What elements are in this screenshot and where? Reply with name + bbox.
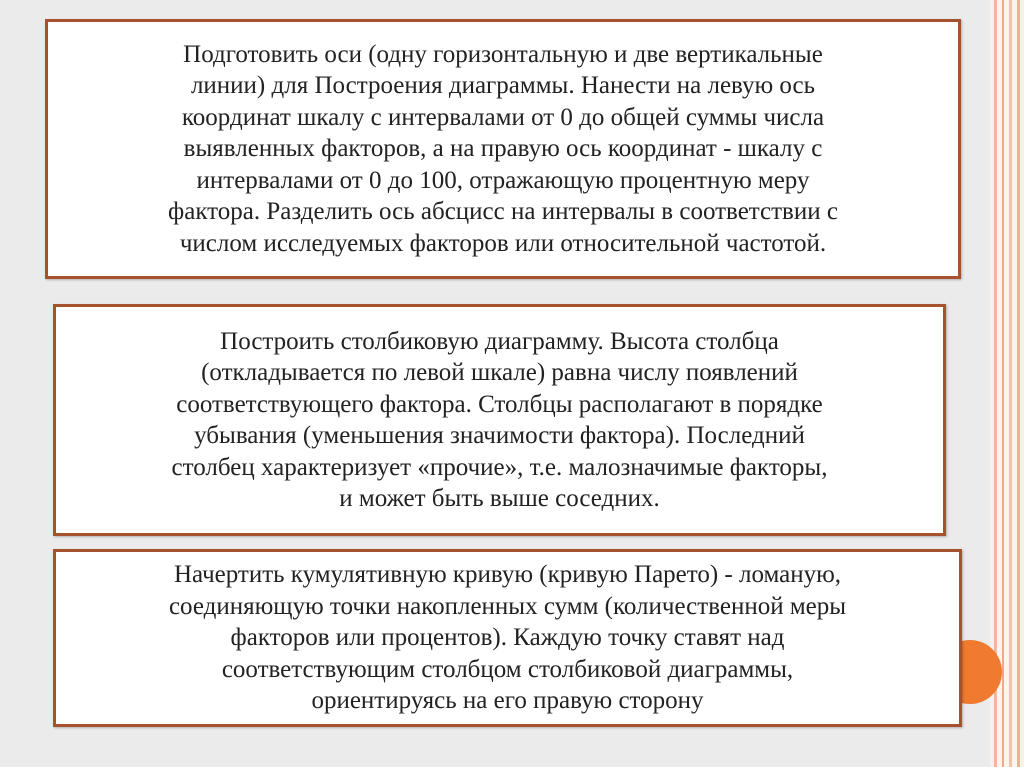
text-block-bar-chart <box>53 304 946 536</box>
text-block-bar-chart-content: Построить столбиковую диаграмму. Высота столбца (откладывается по левой шкале) равна числу появлений соответствующего фактора. Столбцы располагают в порядке убывания (уменьшения значимости фактора). Последний столбец характеризует «прочие», т.е. малозначимые факторы, и может быть выше соседних. <box>171 327 828 512</box>
text-block-axes-content: Подготовить оси (одну горизонтальную и две вертикальные линии) для Построения диаграммы. Нанести на левую ось координат шкалу с интервалами от 0 до общей суммы числа выявленных факторов, а на правую ось координат - шкалу с интервалами от 0 до 100, отражающую процентную меру фактора. Разделить ось абсцисс на интервалы в соответствии с числом исследуемых факторов или относительной частотой. <box>168 40 838 257</box>
text-block-pareto-curve <box>53 549 962 727</box>
text-block-pareto-curve-content: Начертить кумулятивную кривую (кривую Парето) - ломаную, соединяющую точки накопленных сумм (количественной меры факторов или процентов). Каждую точку ставят над соответствующим столбцом столбиковой диаграммы, ориентируясь на его правую сторону <box>168 561 847 715</box>
text-block-axes <box>45 19 961 279</box>
